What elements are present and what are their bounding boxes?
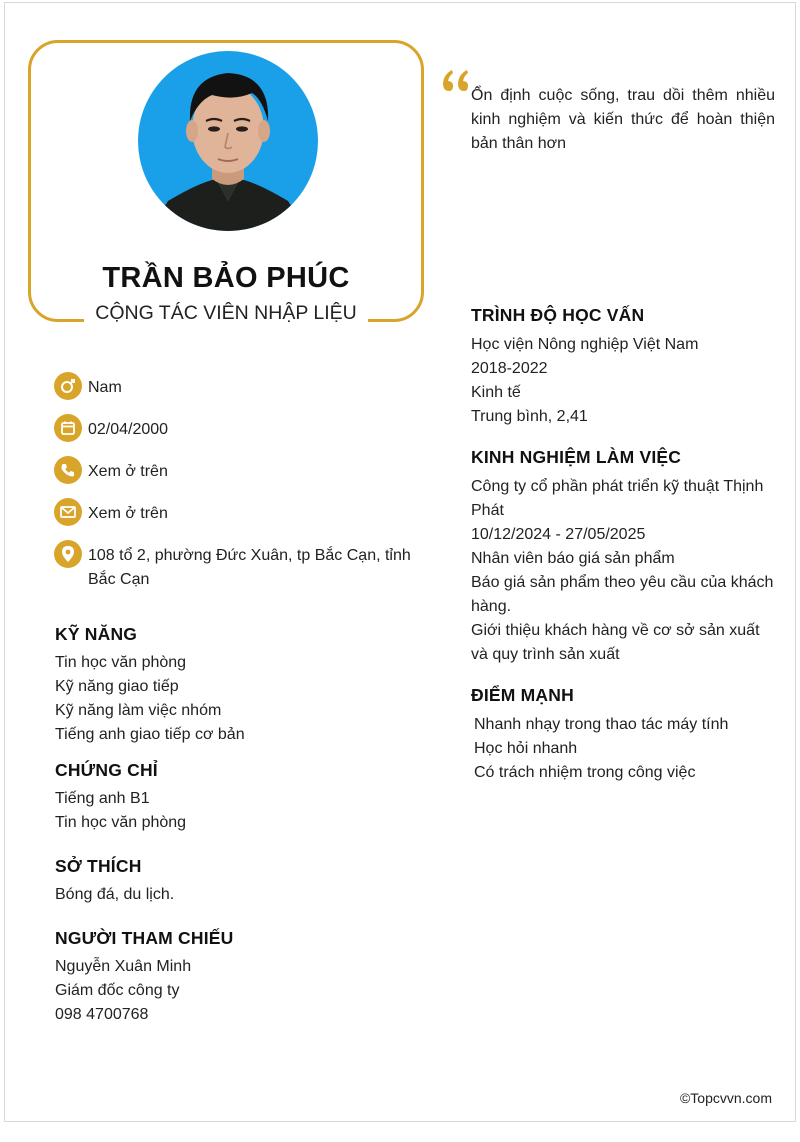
experience-duty: Báo giá sản phẩm theo yêu cầu của khách hàng.	[471, 574, 774, 615]
list-item: Học hỏi nhanh	[474, 740, 578, 757]
footer-credit: ©Topcvvn.com	[679, 1090, 772, 1106]
reference-role: Giám đốc công ty	[55, 982, 180, 999]
experience-heading: KINH NGHIỆM LÀM VIỆC	[471, 447, 682, 467]
education-major: Kinh tế	[471, 384, 521, 401]
list-item: Kỹ năng giao tiếp	[55, 678, 179, 695]
reference-heading: NGƯỜI THAM CHIẾU	[55, 928, 234, 948]
phone-icon	[54, 456, 82, 484]
candidate-name: TRẦN BẢO PHÚC	[102, 262, 350, 294]
hobbies-heading: SỞ THÍCH	[55, 856, 142, 876]
gender-value: Nam	[88, 379, 122, 396]
experience-duty: Giới thiệu khách hàng về cơ sở sản xuất và quy trình sản xuất	[471, 622, 760, 663]
job-title: CỘNG TÁC VIÊN NHẬP LIỆU	[95, 302, 357, 324]
quote-icon	[440, 68, 470, 99]
list-item: Kỹ năng làm việc nhóm	[55, 702, 222, 719]
gender-icon	[54, 372, 82, 400]
skills-heading: KỸ NĂNG	[55, 624, 138, 644]
strengths-list	[474, 713, 779, 785]
certificates-heading: CHỨNG CHỈ	[55, 760, 158, 780]
certificates-list	[55, 787, 435, 835]
email-icon	[54, 498, 82, 526]
birthday-value: 02/04/2000	[88, 421, 169, 438]
address-value: 108 tổ 2, phường Đức Xuân, tp Bắc Cạn, tỉnh Bắc Cạn	[88, 547, 411, 588]
education-heading: TRÌNH ĐỘ HỌC VẤN	[471, 305, 645, 325]
email-value: Xem ở trên	[88, 505, 168, 522]
avatar	[138, 51, 318, 231]
strengths-heading: ĐIỂM MẠNH	[471, 685, 574, 705]
gender-row	[54, 376, 433, 400]
address-row	[54, 544, 433, 592]
hobbies-value: Bóng đá, du lịch.	[55, 886, 175, 903]
education-grade: Trung bình, 2,41	[471, 408, 588, 425]
list-item: Có trách nhiệm trong công việc	[474, 764, 696, 781]
location-icon	[54, 540, 82, 568]
skills-list	[55, 651, 435, 747]
hobbies-text	[55, 883, 435, 907]
phone-value: Xem ở trên	[88, 463, 168, 480]
list-item: Tiếng anh giao tiếp cơ bản	[55, 726, 245, 743]
list-item: Tiếng anh B1	[55, 790, 150, 807]
education-info	[471, 333, 776, 429]
career-objective: Ổn định cuộc sống, trau dồi thêm nhiều kinh nghiệm và kiến thức để hoàn thiện bản thân hơn	[471, 87, 775, 152]
phone-row	[54, 460, 433, 484]
education-years: 2018-2022	[471, 360, 548, 377]
experience-info	[471, 475, 776, 667]
email-row	[54, 502, 433, 526]
birthday-row	[54, 418, 433, 442]
reference-phone: 098 4700768	[55, 1006, 149, 1023]
experience-role: Nhân viên báo giá sản phẩm	[471, 550, 675, 567]
experience-period: 10/12/2024 - 27/05/2025	[471, 526, 646, 543]
reference-name: Nguyễn Xuân Minh	[55, 958, 192, 975]
list-item: Nhanh nhạy trong thao tác máy tính	[474, 716, 729, 733]
calendar-icon	[54, 414, 82, 442]
experience-company: Công ty cổ phần phát triển kỹ thuật Thịnh Phát	[471, 478, 764, 519]
reference-info	[55, 955, 435, 1027]
list-item: Tin học văn phòng	[55, 814, 187, 831]
education-school: Học viện Nông nghiệp Việt Nam	[471, 336, 699, 353]
list-item: Tin học văn phòng	[55, 654, 187, 671]
